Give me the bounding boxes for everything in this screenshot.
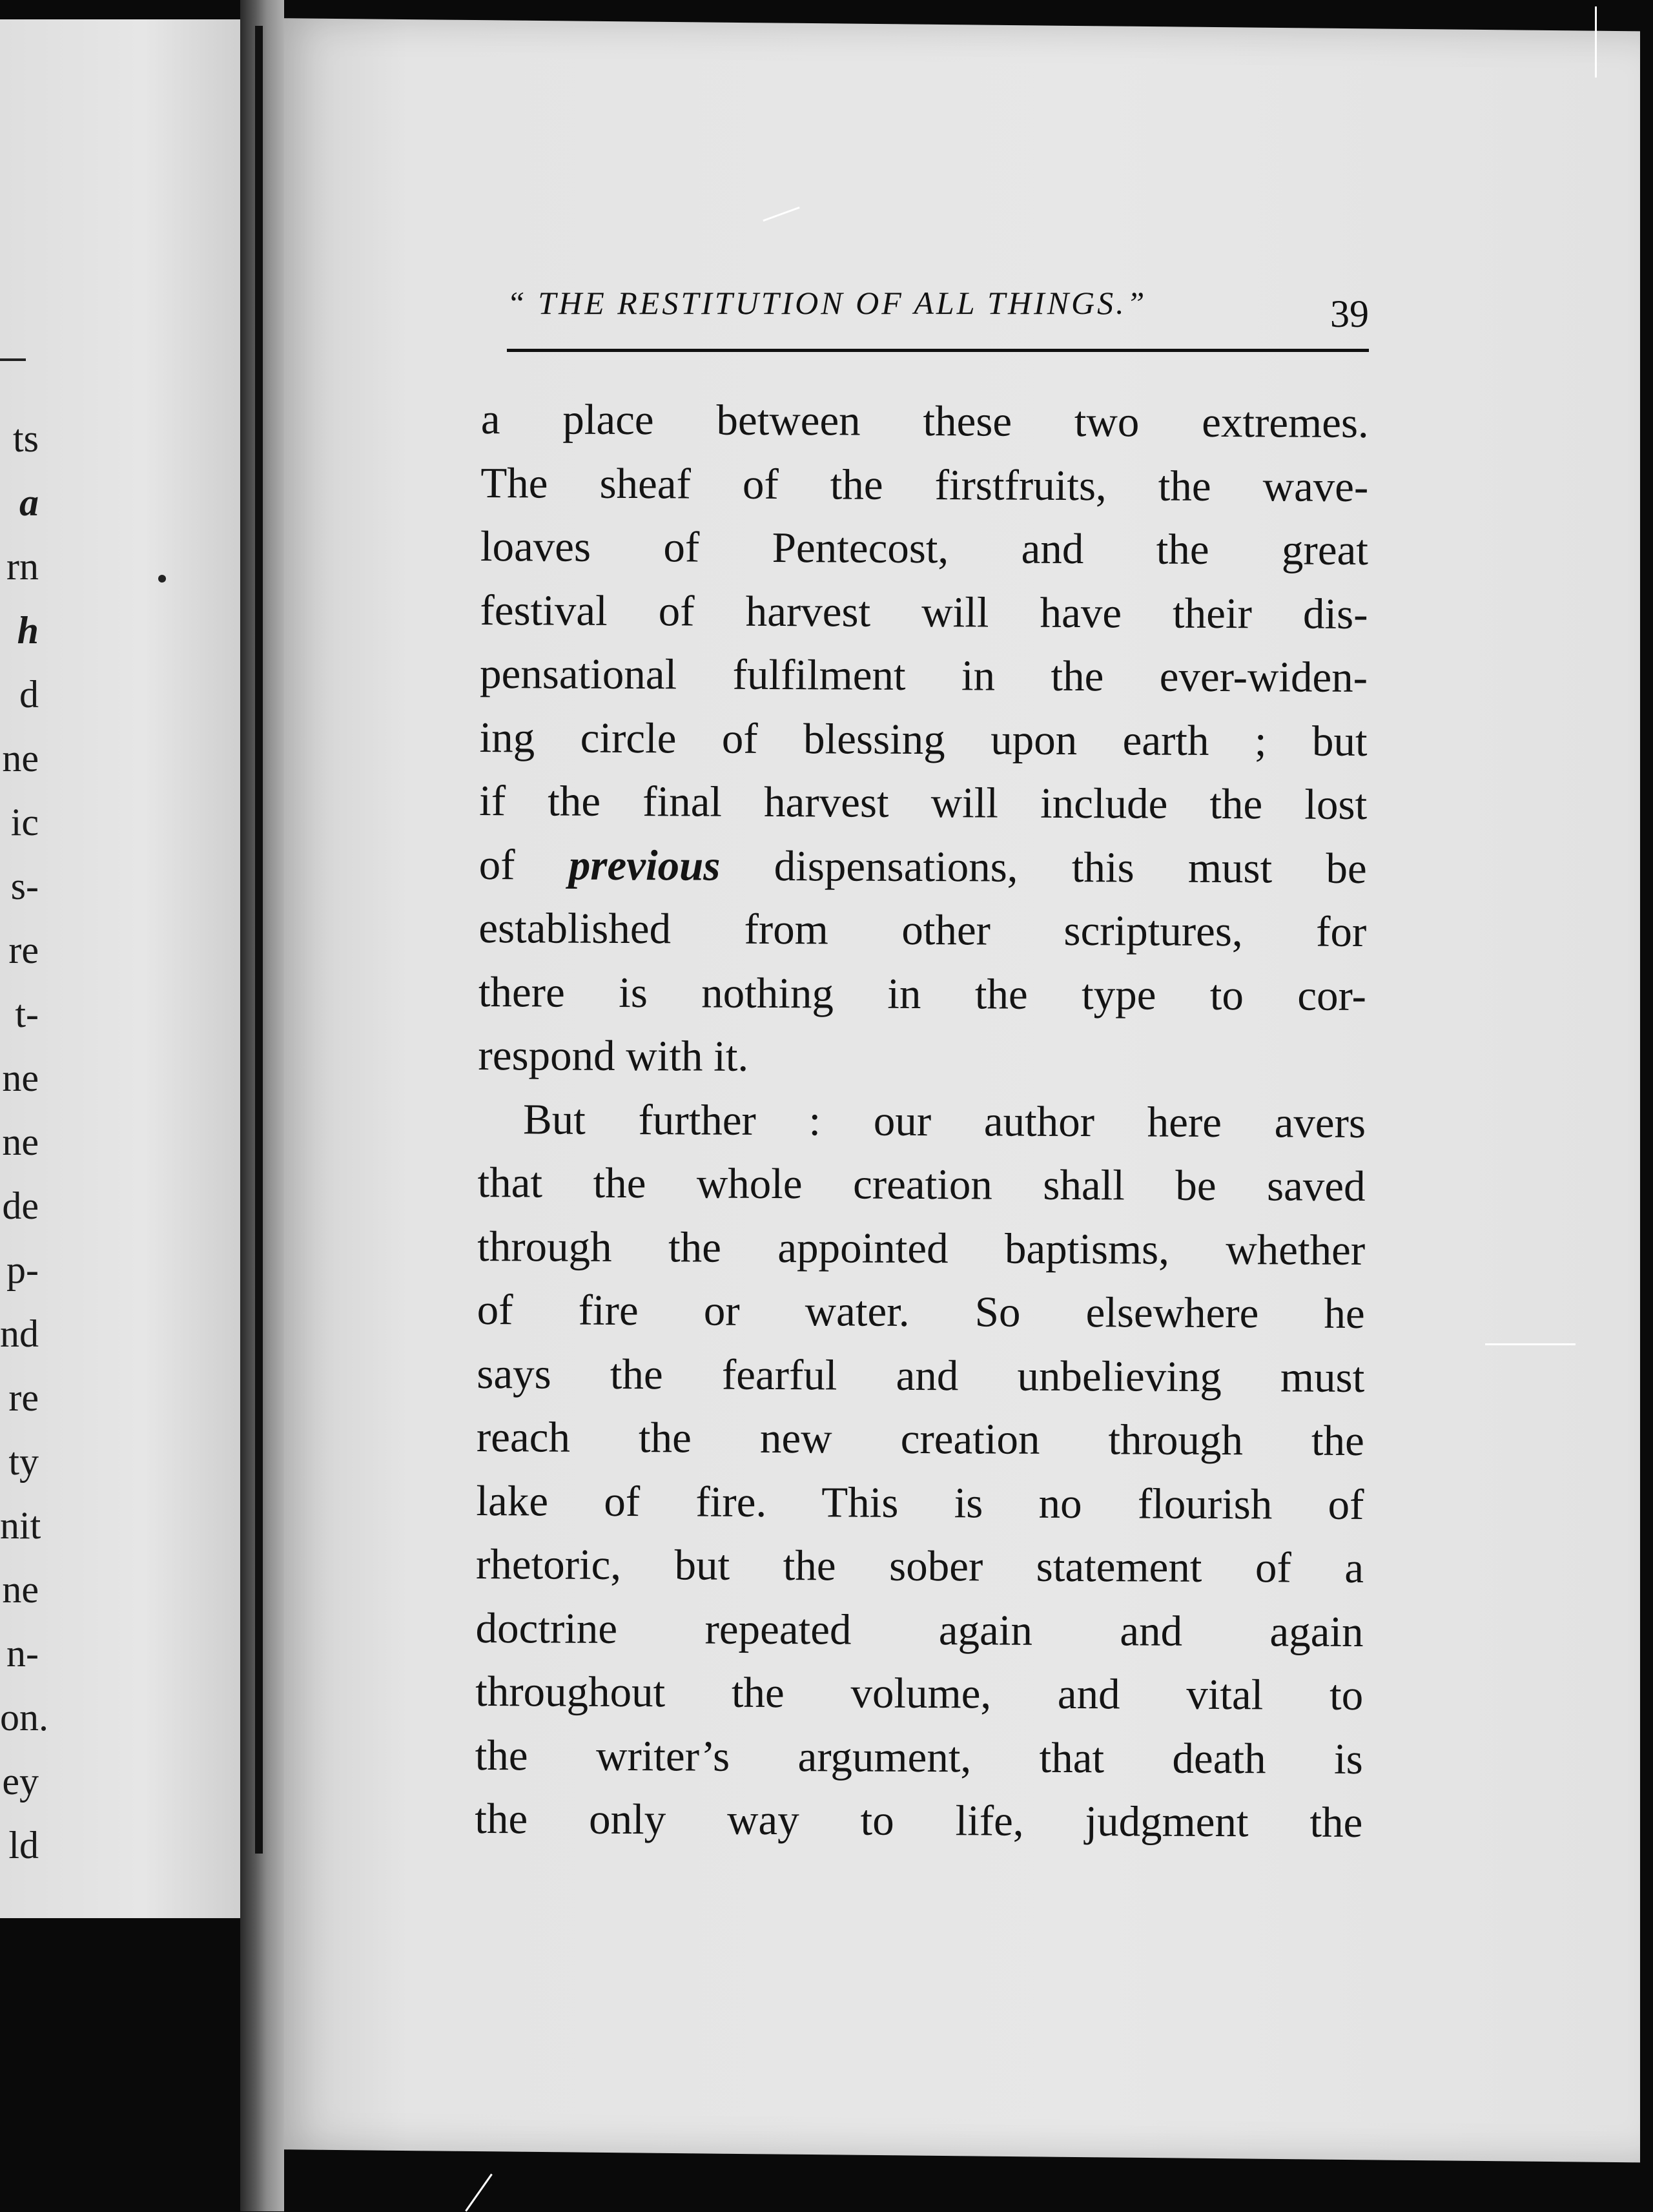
left-fragment: re	[8, 929, 39, 971]
text-line: respond with it.	[478, 1031, 749, 1080]
text-line: the only way to life, judgment the	[475, 1794, 1363, 1846]
running-head	[507, 278, 1369, 355]
text-line: The sheaf of the firstfruits, the wave-	[480, 459, 1369, 511]
ink-dot-mark	[158, 575, 166, 583]
left-page-line-fragments	[0, 407, 48, 1877]
text-line: festival of harvest will have their dis-	[480, 586, 1368, 638]
text-line-rest: dispensations, this must be	[774, 842, 1367, 893]
text-line: a place between these two extremes.	[480, 395, 1369, 447]
left-fragment: ld	[8, 1824, 39, 1866]
body-text	[475, 388, 1369, 1854]
scan-speck	[1485, 1343, 1576, 1345]
text-word: of	[478, 840, 515, 889]
text-line: says the fearful and unbelieving must	[477, 1349, 1365, 1401]
left-fragment: ne	[2, 1057, 39, 1099]
text-line: there is nothing in the type to cor-	[478, 967, 1367, 1020]
left-fragment: h	[17, 609, 39, 652]
left-page	[0, 19, 240, 1918]
text-line: ing circle of blessing upon earth ; but	[479, 713, 1368, 765]
text-line	[479, 832, 1367, 900]
text-line: of fire or water. So elsewhere he	[477, 1285, 1365, 1338]
left-fragment: s-	[10, 865, 39, 907]
left-fragment: p-	[6, 1248, 39, 1291]
text-line: that the whole creation shall be saved	[477, 1158, 1366, 1210]
left-fragment: n-	[6, 1632, 39, 1675]
left-fragment: ts	[12, 417, 39, 460]
text-line: if the final harvest will include the lost	[479, 776, 1368, 829]
text-line: doctrine repeated again and again	[475, 1604, 1364, 1656]
text-line: rhetoric, but the sober statement of a	[475, 1540, 1364, 1592]
running-title: “ THE RESTITUTION OF ALL THINGS.”	[507, 285, 1147, 321]
spine-shadow-line	[255, 26, 263, 1854]
scan-speck	[1595, 6, 1597, 78]
text-line: throughout the volume, and vital to	[475, 1667, 1364, 1719]
left-fragment: t-	[15, 993, 39, 1035]
left-fragment: ne	[2, 1121, 39, 1163]
left-fragment: ne	[2, 1568, 39, 1611]
left-fragment: ic	[10, 801, 39, 843]
text-line: pensational fulfilment in the ever-widen-	[479, 649, 1368, 701]
header-rule	[507, 349, 1369, 352]
left-fragment: on.	[0, 1696, 48, 1739]
left-page-rule	[0, 358, 26, 361]
left-fragment: ne	[2, 737, 39, 780]
emphasized-word: previous	[568, 841, 721, 890]
left-fragment: nd	[0, 1312, 39, 1355]
left-fragment: ty	[8, 1440, 39, 1483]
left-fragment: a	[19, 481, 39, 524]
left-fragment: nit	[0, 1504, 41, 1547]
text-line: the writer’s argument, that death is	[475, 1731, 1363, 1783]
left-fragment: de	[2, 1184, 39, 1227]
left-fragment: re	[8, 1376, 39, 1419]
left-fragment: d	[19, 673, 39, 716]
scan-speck	[465, 2173, 493, 2211]
paragraph-start-line: But further : our author here avers	[522, 1095, 1366, 1147]
page-number: 39	[1330, 293, 1369, 335]
left-fragment: rn	[6, 545, 39, 588]
text-line: through the appointed baptisms, whether	[477, 1222, 1366, 1274]
text-line: reach the new creation through the	[476, 1412, 1365, 1465]
left-fragment: ey	[2, 1760, 39, 1803]
text-line: loaves of Pentecost, and the great	[480, 522, 1369, 574]
text-line: lake of fire. This is no flourish of	[476, 1476, 1364, 1529]
text-line: established from other scriptures, for	[478, 904, 1367, 956]
